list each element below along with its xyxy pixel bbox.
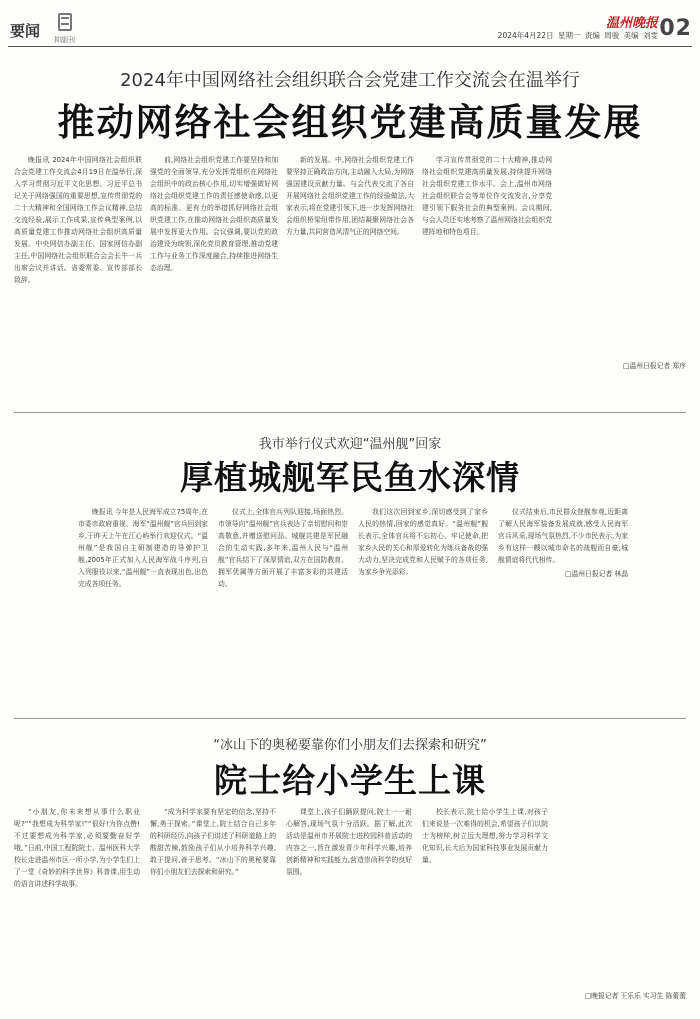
section-logo-icon [54, 13, 80, 43]
article-2-kicker: 我市举行仪式欢迎“温州舰”回家 [258, 437, 442, 452]
article-3-column-4: 校长表示,院士给小学生上课,对孩子们来说是一次难得的机会,希望孩子们以院士为榜样,树立远大理想,努力学习科学文化知识,长大后为国家科技事业发展贡献力量。 [422, 808, 548, 864]
article-2-byline: □温州日报记者 林晶 [565, 570, 628, 578]
article-3-column-1: “小朋友,你未来想从事什么职业呢?”“我想成为科学家!”“很好!为你点赞!不过要想成为科学家,必须要勤奋好学哦。”日前,中国工程院院士、温州医科大学校长走进温州市区一所小学,为小学生们上了一堂《奇妙的科学世界》科普课,用生动的语言讲述科学故事。 [14, 808, 140, 888]
article-3-column-2: “成为科学家要有坚定的信念,坚持不懈,勇于探索。”课堂上,院士结合自己多年的科研经历,向孩子们讲述了科研道路上的酸甜苦辣,鼓励孩子们从小培养科学兴趣,敢于提问,善于思考。“冰山下的奥秘要靠你们小朋友们去探索和研究。” [150, 808, 276, 876]
article-3-kicker: “冰山下的奥秘要靠你们小朋友们去探索和研究” [213, 738, 487, 753]
article-divider-1 [14, 412, 686, 413]
paper-name: 温州晚报 [605, 16, 658, 31]
date-line: 2024年4月22日 星期一 责编 周骏 美编 刘雯 [497, 31, 658, 40]
article-1-column-4: 学习宣传贯彻党的二十大精神,推动网络社会组织党建高质量发展,持续提升网络社会组织党建工作水平。会上,温州市网络社会组织联合会等单位作交流发言,分享党建引领下服务社会的典型案例。会议期间,与会人员还实地考察了温州网络社会组织党建阵地和特色项目。 [422, 156, 552, 236]
article-3-byline: □晚报记者 王乐乐 实习生 陈蕾蕾 [584, 992, 686, 1000]
article-2-column-4: 仪式结束后,市民群众登舰参观,近距离了解人民海军装备发展成就,感受人民海军官兵风采,现场气氛热烈,不少市民表示,为家乡有这样一艘以城市命名的战舰而自豪,城舰情谊将代代相传。 □温州日报记者 林晶 [498, 508, 628, 578]
article-1-column-1: 晚报讯 2024年中国网络社会组织联合会党建工作交流会4月19日在温举行,深入学习贯彻习近平文化思想、习近平总书记关于网络强国的重要思想,宣传贯彻党的二十大精神和全国网络工作会议精神,总结交流经验,展示工作成果,宣传典型案例,以高质量党建工作推动网络社会组织高质量发展。中央网信办副主任、国家网信办副主任,中国网络社会组织联合会会长牛一兵出席会议并讲话。省委常委、宣传部部长致辞。 [14, 156, 142, 284]
section-name: 要闻 [10, 22, 41, 40]
article-2-column-2: 仪式上,全体官兵列队迎接,场面热烈。市领导向“温州舰”官兵表达了亲切慰问和崇高敬意,并赠送慰问品。城舰共建是军民融合的生动实践,多年来,温州人民与“温州舰”官兵结下了深厚情谊,双方在国防教育、拥军优属等方面开展了丰富多彩的共建活动。 [218, 508, 348, 588]
article-3-headline: 院士给小学生上课 [214, 761, 486, 800]
page-number: 02 [659, 16, 692, 41]
section-sub-label: 抑副刊 [54, 36, 75, 44]
article-1-kicker: 2024年中国网络社会组织联合会党建工作交流会在温举行 [120, 70, 580, 91]
article-3-column-5 [558, 806, 686, 1011]
article-divider-2 [14, 718, 686, 719]
article-2-headline: 厚植城舰军民鱼水深情 [180, 458, 520, 497]
article-1-column-3: 新的发展。中,网络社会组织党建工作要坚持正确政治方向,主动融入大局,为网络强国建设贡献力量。与会代表交流了各自开展网络社会组织党建工作的经验做法,大家表示,将在党建引领下,进一步发挥网络社会组织桥梁纽带作用,团结凝聚网络社会各方力量,共同营造风清气正的网络空间。 [286, 156, 414, 236]
article-2-column-3: 我们这次回到家乡,深切感受到了家乡人民的热情,回家的感觉真好。“温州舰”舰长表示,全体官兵将不忘初心、牢记使命,把家乡人民的关心和厚爱转化为练兵备战的强大动力,坚决完成党和人民赋予的各项任务,为家乡争光添彩。 [358, 508, 488, 576]
article-2-column-1: 晚报讯 今年是人民海军成立75周年,在市委市政府重视、海军“温州舰”官兵回到家乡,于昨天上午在江心屿举行欢迎仪式。“温州舰”是我国自主研制建造的导弹护卫舰,2005年正式加入人民海军战斗序列,自入列服役以来,“温州舰”一直表现出色,出色完成各项任务。 [78, 508, 208, 588]
article-3-column-3: 课堂上,孩子们踊跃提问,院士一一耐心解答,现场气氛十分活跃。据了解,此次活动是温州市开展院士进校园科普活动的内容之一,旨在激发青少年科学兴趣,培养创新精神和实践能力,营造崇尚科学的良好氛围。 [286, 808, 412, 876]
article-1-headline: 推动网络社会组织党建高质量发展 [57, 101, 643, 144]
masthead-rule [8, 46, 692, 47]
article-1-column-5 [558, 154, 686, 384]
masthead [8, 8, 692, 46]
article-1-byline: □温州日报记者 郑序 [623, 362, 686, 370]
article-1-column-2: 前,网络社会组织党建工作要坚持和加强党的全面领导,充分发挥党组织在网络社会组织中的政治核心作用,切实增强做好网络社会组织党建工作的责任感使命感,以更高的标准、更有力的举措抓好网络社会组织党建工作,在推动网络社会组织高质量发展中发挥更大作用。会议强调,要以党的政治建设为统领,深化党员教育管理,推动党建工作与业务工作深度融合,持续推进网络生态治理。 [150, 156, 278, 272]
